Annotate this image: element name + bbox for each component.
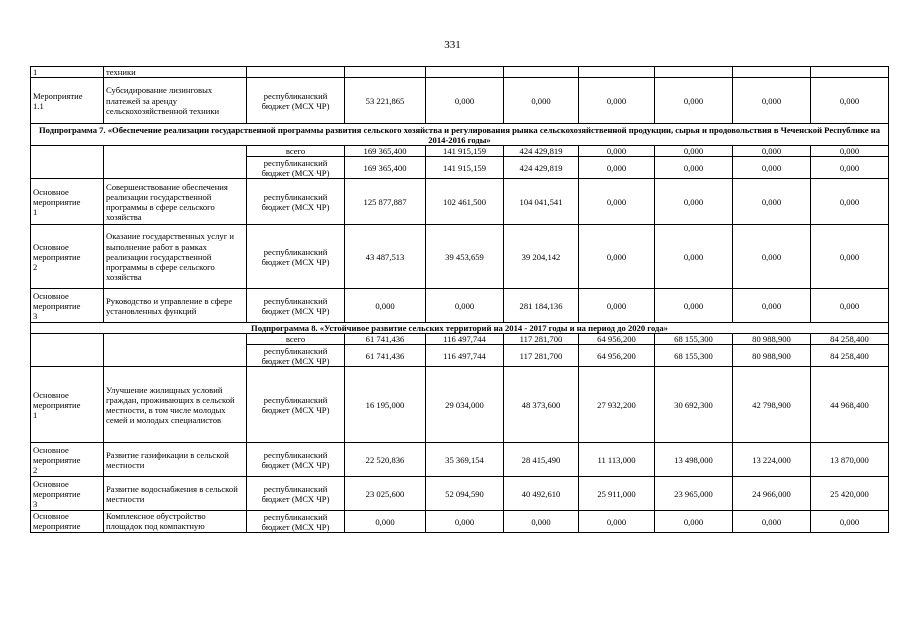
value-cell — [655, 67, 733, 78]
value-cell: 0,000 — [426, 511, 504, 533]
funding-source-cell: республиканский бюджет (МСХ ЧР) — [247, 443, 345, 477]
value-cell: 0,000 — [345, 289, 426, 323]
value-cell: 0,000 — [579, 225, 655, 289]
table-row — [31, 146, 889, 157]
subprogram-row — [31, 323, 889, 334]
funding-source-cell: республиканский бюджет (МСХ ЧР) — [247, 477, 345, 511]
description-cell: Развитие газификации в сельской местности — [104, 443, 247, 477]
value-cell: 30 692,300 — [655, 367, 733, 443]
activity-cell: Основное мероприятие 3 — [31, 477, 104, 511]
value-cell: 68 155,300 — [655, 334, 733, 345]
description-cell: Комплексное обустройство площадок под компактную — [104, 511, 247, 533]
funding-source-cell: республиканский бюджет (МСХ ЧР) — [247, 511, 345, 533]
value-cell — [733, 67, 811, 78]
value-cell: 61 741,436 — [345, 334, 426, 345]
value-cell: 0,000 — [811, 225, 889, 289]
value-cell: 0,000 — [426, 289, 504, 323]
value-cell: 125 877,887 — [345, 179, 426, 225]
funding-source-cell: всего — [247, 146, 345, 157]
table-row — [31, 78, 889, 124]
table-row — [31, 477, 889, 511]
value-cell — [504, 67, 579, 78]
value-cell: 0,000 — [811, 289, 889, 323]
value-cell: 43 487,513 — [345, 225, 426, 289]
value-cell: 44 968,400 — [811, 367, 889, 443]
value-cell: 40 492,610 — [504, 477, 579, 511]
funding-source-cell: республиканский бюджет (МСХ ЧР) — [247, 78, 345, 124]
value-cell: 169 365,400 — [345, 157, 426, 179]
activity-cell: Основное мероприятие — [31, 511, 104, 533]
value-cell: 80 988,900 — [733, 334, 811, 345]
value-cell: 23 965,000 — [655, 477, 733, 511]
table-row — [31, 334, 889, 345]
value-cell: 0,000 — [579, 146, 655, 157]
funding-source-cell: республиканский бюджет (МСХ ЧР) — [247, 289, 345, 323]
funding-source-cell: республиканский бюджет (МСХ ЧР) — [247, 157, 345, 179]
value-cell: 84 258,400 — [811, 334, 889, 345]
value-cell: 0,000 — [655, 179, 733, 225]
funding-source-cell: всего — [247, 334, 345, 345]
value-cell: 102 461,500 — [426, 179, 504, 225]
description-cell: Руководство и управление в сфере установленных функций — [104, 289, 247, 323]
value-cell: 0,000 — [655, 225, 733, 289]
value-cell: 84 258,400 — [811, 345, 889, 367]
funding-source-cell: республиканский бюджет (МСХ ЧР) — [247, 367, 345, 443]
value-cell — [579, 67, 655, 78]
description-cell: Субсидирование лизинговых платежей за аренду сельскохозяйственной техники — [104, 78, 247, 124]
value-cell: 53 221,865 — [345, 78, 426, 124]
value-cell: 23 025,600 — [345, 477, 426, 511]
value-cell: 22 520,836 — [345, 443, 426, 477]
value-cell: 0,000 — [345, 511, 426, 533]
value-cell: 0,000 — [655, 157, 733, 179]
value-cell: 424 429,819 — [504, 157, 579, 179]
value-cell — [345, 67, 426, 78]
value-cell: 0,000 — [733, 289, 811, 323]
value-cell: 13 498,000 — [655, 443, 733, 477]
activity-cell: Основное мероприятие 3 — [31, 289, 104, 323]
value-cell: 281 184,136 — [504, 289, 579, 323]
page-number: 331 — [444, 39, 461, 51]
activity-cell: Основное мероприятие 2 — [31, 225, 104, 289]
value-cell: 28 415,490 — [504, 443, 579, 477]
value-cell: 0,000 — [733, 511, 811, 533]
value-cell: 0,000 — [426, 78, 504, 124]
value-cell: 35 369,154 — [426, 443, 504, 477]
value-cell: 0,000 — [655, 78, 733, 124]
value-cell: 0,000 — [504, 78, 579, 124]
activity-cell: Основное мероприятие 2 — [31, 443, 104, 477]
value-cell: 16 195,000 — [345, 367, 426, 443]
value-cell: 116 497,744 — [426, 345, 504, 367]
activity-cell: 1 — [31, 67, 104, 78]
table-row — [31, 179, 889, 225]
value-cell: 48 373,600 — [504, 367, 579, 443]
value-cell: 39 204,142 — [504, 225, 579, 289]
value-cell: 29 034,000 — [426, 367, 504, 443]
description-cell: Развитие водоснабжения в сельской местности — [104, 477, 247, 511]
value-cell: 25 911,000 — [579, 477, 655, 511]
value-cell: 27 932,200 — [579, 367, 655, 443]
value-cell: 0,000 — [733, 225, 811, 289]
funding-source-cell: республиканский бюджет (МСХ ЧР) — [247, 345, 345, 367]
value-cell: 0,000 — [579, 511, 655, 533]
value-cell: 116 497,744 — [426, 334, 504, 345]
table-row — [31, 67, 889, 78]
value-cell: 52 094,590 — [426, 477, 504, 511]
table-row — [31, 289, 889, 323]
activity-cell: Основное мероприятие 1 — [31, 367, 104, 443]
value-cell: 0,000 — [811, 78, 889, 124]
value-cell: 424 429,819 — [504, 146, 579, 157]
activity-cell — [31, 146, 104, 179]
funding-source-cell — [247, 67, 345, 78]
table-row — [31, 225, 889, 289]
value-cell: 0,000 — [811, 179, 889, 225]
value-cell: 0,000 — [733, 146, 811, 157]
table-row — [31, 367, 889, 443]
value-cell: 117 281,700 — [504, 345, 579, 367]
value-cell: 61 741,436 — [345, 345, 426, 367]
description-cell — [104, 334, 247, 367]
value-cell: 0,000 — [811, 157, 889, 179]
value-cell: 0,000 — [579, 78, 655, 124]
description-cell: Улучшение жилищных условий граждан, проживающих в сельской местности, в том числе молодых семей и молодых специалистов — [104, 367, 247, 443]
value-cell: 68 155,300 — [655, 345, 733, 367]
value-cell: 141 915,159 — [426, 157, 504, 179]
value-cell: 0,000 — [504, 511, 579, 533]
value-cell: 0,000 — [579, 179, 655, 225]
value-cell: 39 453,659 — [426, 225, 504, 289]
value-cell: 0,000 — [579, 157, 655, 179]
description-cell: Оказание государственных услуг и выполнение работ в рамках реализации государственной программы в сфере сельского хозяйства — [104, 225, 247, 289]
value-cell: 117 281,700 — [504, 334, 579, 345]
value-cell: 169 365,400 — [345, 146, 426, 157]
value-cell: 11 113,000 — [579, 443, 655, 477]
subprogram-title: Подпрограмма 8. «Устойчивое развитие сельских территорий на 2014 - 2017 годы и на период до 2020 года» — [31, 323, 889, 334]
value-cell: 104 041,541 — [504, 179, 579, 225]
value-cell: 80 988,900 — [733, 345, 811, 367]
activity-cell: Основное мероприятие 1 — [31, 179, 104, 225]
value-cell: 64 956,200 — [579, 334, 655, 345]
value-cell: 0,000 — [733, 157, 811, 179]
value-cell — [811, 67, 889, 78]
activity-cell — [31, 334, 104, 367]
value-cell: 24 966,000 — [733, 477, 811, 511]
value-cell: 0,000 — [811, 146, 889, 157]
value-cell: 13 870,000 — [811, 443, 889, 477]
value-cell: 0,000 — [579, 289, 655, 323]
value-cell: 0,000 — [655, 511, 733, 533]
subprogram-title: Подпрограмма 7. «Обеспечение реализации государственной программы развития сельского хозяйства и регулирования рынка сельскохозяйственной продукции, сырья и продовольствия в Чеченской Республике на 2014-2016 годы» — [31, 124, 889, 146]
subprogram-row — [31, 124, 889, 146]
budget-table — [30, 66, 889, 533]
value-cell: 0,000 — [733, 179, 811, 225]
value-cell: 13 224,000 — [733, 443, 811, 477]
value-cell: 42 798,900 — [733, 367, 811, 443]
description-cell — [104, 146, 247, 179]
funding-source-cell: республиканский бюджет (МСХ ЧР) — [247, 179, 345, 225]
value-cell: 0,000 — [655, 146, 733, 157]
activity-cell: Мероприятие 1.1 — [31, 78, 104, 124]
value-cell — [426, 67, 504, 78]
value-cell: 64 956,200 — [579, 345, 655, 367]
table-row — [31, 443, 889, 477]
description-cell: Совершенствование обеспечения реализации государственной программы в сфере сельского хозяйства — [104, 179, 247, 225]
funding-source-cell: республиканский бюджет (МСХ ЧР) — [247, 225, 345, 289]
table-row — [31, 511, 889, 533]
value-cell: 141 915,159 — [426, 146, 504, 157]
description-cell: техники — [104, 67, 247, 78]
value-cell: 0,000 — [655, 289, 733, 323]
value-cell: 25 420,000 — [811, 477, 889, 511]
value-cell: 0,000 — [811, 511, 889, 533]
value-cell: 0,000 — [733, 78, 811, 124]
